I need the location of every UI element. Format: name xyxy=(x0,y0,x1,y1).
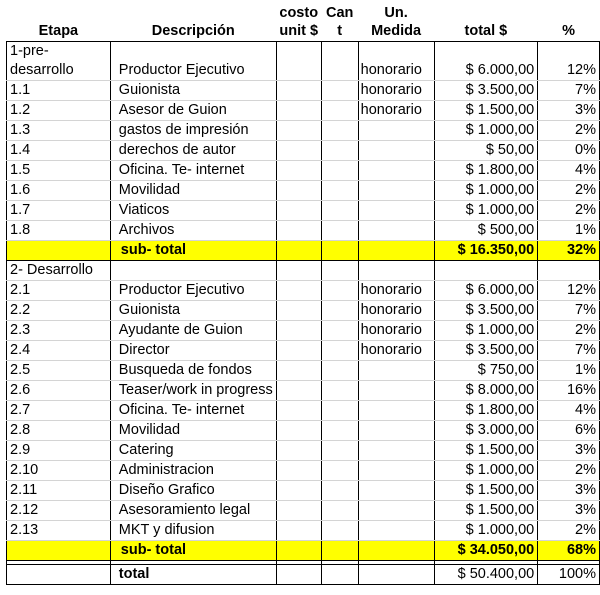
header-total: total $ xyxy=(464,23,508,39)
descripcion-cell: Movilidad xyxy=(110,421,276,441)
costo-unit-cell xyxy=(276,521,321,541)
total-cell: $ 1.500,00 xyxy=(434,441,538,461)
cant-cell xyxy=(321,181,358,201)
un-medida-cell xyxy=(358,421,434,441)
total-cell: $ 750,00 xyxy=(434,361,538,381)
pct-cell: 2% xyxy=(538,321,600,341)
etapa-cell: 1.5 xyxy=(7,161,111,181)
table-row xyxy=(7,421,600,441)
total-empty-cell xyxy=(7,565,111,585)
table-row xyxy=(7,501,600,521)
section2-header-row xyxy=(7,261,600,281)
grand-total-pct: 100% xyxy=(538,565,600,585)
costo-unit-cell xyxy=(276,181,321,201)
etapa-cell: 2.12 xyxy=(7,501,111,521)
pct-cell: 3% xyxy=(538,481,600,501)
table-row xyxy=(7,441,600,461)
subtotal-empty-cell xyxy=(7,541,111,561)
costo-unit-cell xyxy=(276,121,321,141)
costo-unit-cell xyxy=(276,161,321,181)
descripcion-cell: Asesoramiento legal xyxy=(110,501,276,521)
empty-cell xyxy=(434,261,538,281)
cant-cell xyxy=(321,401,358,421)
subtotal-empty-cell xyxy=(358,241,434,261)
pct-cell: 12% xyxy=(538,281,600,301)
un-medida-cell xyxy=(358,401,434,421)
un-medida-cell xyxy=(358,361,434,381)
total-cell: $ 3.500,00 xyxy=(434,301,538,321)
un-medida-cell: honorario xyxy=(358,281,434,301)
table-row xyxy=(7,141,600,161)
table-row xyxy=(7,381,600,401)
descripcion-cell: Productor Ejecutivo xyxy=(110,281,276,301)
table-row xyxy=(7,121,600,141)
total-cell: $ 8.000,00 xyxy=(434,381,538,401)
descripcion-cell: Guionista xyxy=(110,301,276,321)
descripcion-cell: MKT y difusion xyxy=(110,521,276,541)
empty-cell xyxy=(358,261,434,281)
cant-cell xyxy=(321,121,358,141)
table-row xyxy=(7,221,600,241)
table-row xyxy=(7,321,600,341)
pct-cell: 7% xyxy=(538,81,600,101)
etapa-cell: 1.6 xyxy=(7,181,111,201)
etapa-cell: 2.7 xyxy=(7,401,111,421)
table-row xyxy=(7,201,600,221)
total-cell: $ 1.000,00 xyxy=(434,201,538,221)
descripcion-cell: Teaser/work in progress xyxy=(110,381,276,401)
descripcion-cell: Archivos xyxy=(110,221,276,241)
total-cell: $ 1.500,00 xyxy=(434,501,538,521)
pct-cell: 16% xyxy=(538,381,600,401)
cant-cell xyxy=(321,441,358,461)
budget-sheet xyxy=(6,4,600,585)
un-medida-cell xyxy=(358,501,434,521)
un-medida-cell xyxy=(358,121,434,141)
etapa-cell: 2.1 xyxy=(7,281,111,301)
pct-cell: 1% xyxy=(538,361,600,381)
costo-unit-cell xyxy=(276,321,321,341)
total-cell: $ 6.000,00 xyxy=(434,42,538,81)
costo-unit-cell xyxy=(276,81,321,101)
un-medida-cell xyxy=(358,161,434,181)
table-row xyxy=(7,301,600,321)
costo-unit-cell xyxy=(276,501,321,521)
descripcion-cell: Oficina. Te- internet xyxy=(110,161,276,181)
descripcion-cell: Administracion xyxy=(110,461,276,481)
costo-unit-cell xyxy=(276,481,321,501)
header-descripcion: Descripción xyxy=(151,23,235,39)
subtotal-pct: 32% xyxy=(538,241,600,261)
etapa-cell: 2.4 xyxy=(7,341,111,361)
header-medida-line1: Un. xyxy=(384,5,408,21)
pct-cell: 3% xyxy=(538,501,600,521)
header-row xyxy=(7,4,600,42)
cant-cell xyxy=(321,361,358,381)
un-medida-cell: honorario xyxy=(358,301,434,321)
cant-cell xyxy=(321,341,358,361)
etapa-cell: 2.9 xyxy=(7,441,111,461)
header-medida-line2: Medida xyxy=(371,23,422,39)
total-empty-cell xyxy=(358,565,434,585)
header-costo-line1: costo xyxy=(279,5,319,21)
section2-label: 2- Desarrollo xyxy=(7,261,111,281)
costo-unit-cell xyxy=(276,381,321,401)
descripcion-cell: Busqueda de fondos xyxy=(110,361,276,381)
empty-cell xyxy=(110,261,276,281)
subtotal-total: $ 16.350,00 xyxy=(434,241,538,261)
cant-cell xyxy=(321,42,358,81)
total-cell: $ 1.800,00 xyxy=(434,401,538,421)
un-medida-cell xyxy=(358,221,434,241)
total-cell: $ 6.000,00 xyxy=(434,281,538,301)
costo-unit-cell xyxy=(276,301,321,321)
total-cell: $ 3.000,00 xyxy=(434,421,538,441)
cant-cell xyxy=(321,521,358,541)
pct-cell: 4% xyxy=(538,161,600,181)
etapa-cell: 2.5 xyxy=(7,361,111,381)
total-cell: $ 1.000,00 xyxy=(434,181,538,201)
table-row xyxy=(7,521,600,541)
empty-cell xyxy=(276,261,321,281)
descripcion-cell: Asesor de Guion xyxy=(110,101,276,121)
etapa-cell: 1.3 xyxy=(7,121,111,141)
total-cell: $ 1.800,00 xyxy=(434,161,538,181)
total-cell: $ 1.500,00 xyxy=(434,101,538,121)
un-medida-cell xyxy=(358,201,434,221)
costo-unit-cell xyxy=(276,341,321,361)
un-medida-cell: honorario xyxy=(358,101,434,121)
etapa-cell: 2.10 xyxy=(7,461,111,481)
header-costo-unit xyxy=(276,4,321,42)
subtotal-pct: 68% xyxy=(538,541,600,561)
cant-cell xyxy=(321,221,358,241)
total-cell: $ 50,00 xyxy=(434,141,538,161)
header-cant-line1: Can xyxy=(325,5,354,21)
total-cell: $ 1.500,00 xyxy=(434,481,538,501)
pct-cell: 2% xyxy=(538,201,600,221)
total-empty-cell xyxy=(321,565,358,585)
table-row xyxy=(7,481,600,501)
etapa-cell: 2.2 xyxy=(7,301,111,321)
header-costo-line2: unit $ xyxy=(279,23,319,39)
cant-cell xyxy=(321,421,358,441)
grand-total-row xyxy=(7,565,600,585)
section1-label-line1: 1-pre- xyxy=(10,43,49,59)
costo-unit-cell xyxy=(276,401,321,421)
descripcion-cell: Diseño Grafico xyxy=(110,481,276,501)
costo-unit-cell xyxy=(276,361,321,381)
etapa-cell: 1.7 xyxy=(7,201,111,221)
header-etapa: Etapa xyxy=(38,23,79,39)
cant-cell xyxy=(321,481,358,501)
table-row xyxy=(7,81,600,101)
un-medida-cell: honorario xyxy=(358,321,434,341)
total-cell: $ 1.000,00 xyxy=(434,521,538,541)
costo-unit-cell xyxy=(276,221,321,241)
un-medida-cell xyxy=(358,181,434,201)
subtotal-empty-cell xyxy=(358,541,434,561)
cant-cell xyxy=(321,501,358,521)
subtotal-empty-cell xyxy=(321,541,358,561)
cant-cell xyxy=(321,81,358,101)
costo-unit-cell xyxy=(276,441,321,461)
un-medida-cell: honorario xyxy=(358,341,434,361)
pct-cell: 3% xyxy=(538,441,600,461)
etapa-cell: 2.3 xyxy=(7,321,111,341)
descripcion-cell: gastos de impresión xyxy=(110,121,276,141)
table-row xyxy=(7,161,600,181)
etapa-cell: 1.2 xyxy=(7,101,111,121)
un-medida-cell xyxy=(358,441,434,461)
pct-cell: 6% xyxy=(538,421,600,441)
un-medida-cell xyxy=(358,521,434,541)
un-medida-cell: honorario xyxy=(358,42,434,81)
descripcion-cell: Guionista xyxy=(110,81,276,101)
grand-total-label: total xyxy=(110,565,276,585)
costo-unit-cell xyxy=(276,141,321,161)
cant-cell xyxy=(321,161,358,181)
costo-unit-cell xyxy=(276,42,321,81)
descripcion-cell: Oficina. Te- internet xyxy=(110,401,276,421)
total-cell: $ 1.000,00 xyxy=(434,121,538,141)
etapa-cell: 1.8 xyxy=(7,221,111,241)
total-cell: $ 1.000,00 xyxy=(434,461,538,481)
total-cell: $ 3.500,00 xyxy=(434,341,538,361)
costo-unit-cell xyxy=(276,461,321,481)
table-row xyxy=(7,361,600,381)
table-row xyxy=(7,101,600,121)
costo-unit-cell xyxy=(276,101,321,121)
empty-cell xyxy=(538,261,600,281)
descripcion-cell: Catering xyxy=(110,441,276,461)
subtotal-label: sub- total xyxy=(110,541,276,561)
table-row xyxy=(7,181,600,201)
descripcion-cell: Movilidad xyxy=(110,181,276,201)
cant-cell xyxy=(321,461,358,481)
subtotal-total: $ 34.050,00 xyxy=(434,541,538,561)
un-medida-cell: honorario xyxy=(358,81,434,101)
table-row xyxy=(7,341,600,361)
header-pct: % xyxy=(562,23,576,39)
descripcion-cell: Productor Ejecutivo xyxy=(110,42,276,81)
budget-table xyxy=(6,4,600,585)
grand-total-value: $ 50.400,00 xyxy=(434,565,538,585)
subtotal-empty-cell xyxy=(276,541,321,561)
pct-cell: 0% xyxy=(538,141,600,161)
pct-cell: 7% xyxy=(538,301,600,321)
cant-cell xyxy=(321,301,358,321)
cant-cell xyxy=(321,141,358,161)
table-row xyxy=(7,461,600,481)
header-un-medida xyxy=(358,4,434,42)
un-medida-cell xyxy=(358,381,434,401)
empty-cell xyxy=(321,261,358,281)
etapa-cell: 1.1 xyxy=(7,81,111,101)
descripcion-cell: Ayudante de Guion xyxy=(110,321,276,341)
pct-cell: 3% xyxy=(538,101,600,121)
pct-cell: 2% xyxy=(538,121,600,141)
pct-cell: 2% xyxy=(538,521,600,541)
section1-label-line2: desarrollo xyxy=(10,62,74,78)
un-medida-cell xyxy=(358,141,434,161)
subtotal-row xyxy=(7,241,600,261)
section1-label xyxy=(7,42,111,81)
costo-unit-cell xyxy=(276,201,321,221)
total-cell: $ 3.500,00 xyxy=(434,81,538,101)
costo-unit-cell xyxy=(276,421,321,441)
total-cell: $ 1.000,00 xyxy=(434,321,538,341)
subtotal-label: sub- total xyxy=(110,241,276,261)
etapa-cell: 2.8 xyxy=(7,421,111,441)
pct-cell: 2% xyxy=(538,461,600,481)
pct-cell: 2% xyxy=(538,181,600,201)
cant-cell xyxy=(321,281,358,301)
total-cell: $ 500,00 xyxy=(434,221,538,241)
cant-cell xyxy=(321,321,358,341)
descripcion-cell: Director xyxy=(110,341,276,361)
cant-cell xyxy=(321,101,358,121)
subtotal-empty-cell xyxy=(7,241,111,261)
pct-cell: 12% xyxy=(538,42,600,81)
subtotal-empty-cell xyxy=(321,241,358,261)
etapa-cell: 2.6 xyxy=(7,381,111,401)
costo-unit-cell xyxy=(276,281,321,301)
etapa-cell: 2.11 xyxy=(7,481,111,501)
cant-cell xyxy=(321,381,358,401)
cant-cell xyxy=(321,201,358,221)
table-row xyxy=(7,401,600,421)
total-empty-cell xyxy=(276,565,321,585)
subtotal-row xyxy=(7,541,600,561)
pct-cell: 1% xyxy=(538,221,600,241)
pct-cell: 7% xyxy=(538,341,600,361)
etapa-cell: 1.4 xyxy=(7,141,111,161)
table-row xyxy=(7,281,600,301)
descripcion-cell: derechos de autor xyxy=(110,141,276,161)
section1-header-row xyxy=(7,42,600,81)
header-cant xyxy=(321,4,358,42)
un-medida-cell xyxy=(358,461,434,481)
subtotal-empty-cell xyxy=(276,241,321,261)
descripcion-cell: Viaticos xyxy=(110,201,276,221)
header-cant-line2: t xyxy=(337,23,343,39)
etapa-cell: 2.13 xyxy=(7,521,111,541)
pct-cell: 4% xyxy=(538,401,600,421)
un-medida-cell xyxy=(358,481,434,501)
